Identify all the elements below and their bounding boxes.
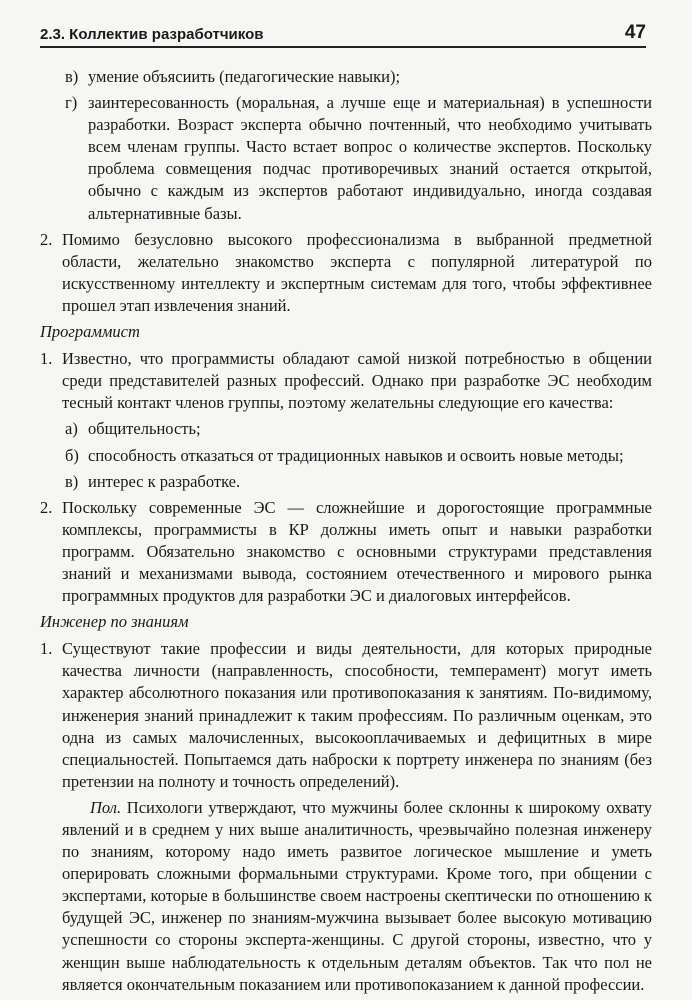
section-title: 2.3. Коллектив разработчиков xyxy=(40,26,264,43)
list-item xyxy=(40,92,652,225)
list-item xyxy=(40,66,652,88)
list-marker: 1. xyxy=(40,349,53,369)
running-header xyxy=(40,20,646,48)
section-heading-engineer: Инженер по знаниям xyxy=(40,612,189,632)
numbered-item-text: Помимо безусловно высокого профессионализма в выбранной предметной области, желательно знакомство эксперта с популярной литературой по искусственному интеллекту и экспертным системам для того, чтобы эффективнее прошел этап извлечения знаний. xyxy=(62,229,652,315)
list-item xyxy=(40,445,652,467)
list-marker: 1. xyxy=(40,639,53,659)
list-marker: в) xyxy=(65,471,79,491)
numbered-item-text: Поскольку современные ЭС — сложнейшие и дорогостоящие программные комплексы, программисты в КР должны иметь опыт и навыки разработки программ. Обязательно знакомство с основными структурами представления знаний и механизмами вывода, состоянием отечественного и мирового рынка программных продуктов для разработки ЭС и диалоговых интерфейсов. xyxy=(62,497,652,606)
page-body xyxy=(40,66,652,1000)
section-heading-programmer: Программист xyxy=(40,322,140,342)
list-marker: 2. xyxy=(40,229,53,249)
paragraph-gender xyxy=(62,797,652,996)
list-item-text: заинтересованность (моральная, а лучше еще и материальная) в успешности разработки. Возраст эксперта обычно почтенный, что необходимо учитывать всем членам группы. Часто встает вопрос о количестве экспертов. Поскольку проблема совмещения подчас противоречивых знаний остается открытой, обычно с каждым из экспертов работают индивидуально, иногда создавая альтернативные базы. xyxy=(88,93,652,223)
list-marker: г) xyxy=(65,93,78,113)
list-item-text: интерес к разработке. xyxy=(88,471,241,491)
paragraph-label: Пол. xyxy=(90,797,122,817)
list-marker: 2. xyxy=(40,497,53,517)
page-number: 47 xyxy=(624,22,646,43)
list-marker: а) xyxy=(65,419,78,439)
list-item-text: способность отказаться от традиционных навыков и освоить новые методы; xyxy=(88,445,624,465)
numbered-item xyxy=(40,229,652,317)
list-marker: в) xyxy=(65,67,79,86)
numbered-item xyxy=(40,638,652,793)
numbered-item-text: Существуют такие профессии и виды деятельности, для которых природные качества личности (направленность, способности, темперамент) могут иметь характер абсолютного показания или противопоказания к занятиям. По-видимому, инженерия знаний принадлежит к таким профессиям. По различным оценкам, это одна из самых малочисленных, высокооплачиваемых и дефицитных в мире специальностей. Попытаемся дать наброски к портрету инженера по знаниям (без претензии на полноту и точность определений). xyxy=(62,639,652,791)
list-item xyxy=(40,418,652,440)
list-marker: б) xyxy=(65,445,79,465)
list-item-text: общительность; xyxy=(88,419,201,439)
numbered-item xyxy=(40,348,652,414)
list-item xyxy=(40,471,652,493)
list-item-text: умение объясиить (педагогические навыки); xyxy=(88,67,401,86)
numbered-item-text: Известно, что программисты обладают самой низкой потребностью в общении среди представителей разных профессий. Однако при разработке ЭС необходим тесный контакт членов группы, поэтому желательны следующие его качества: xyxy=(62,349,652,413)
numbered-item xyxy=(40,497,652,607)
paragraph-text: Психологи утверждают, что мужчины более склонны к широкому охвату явлений и в среднем у них выше аналитичность, чреэвычайно полезная инженеру по знаниям, которому надо иметь развитое логическое мышление и уметь оперировать сложными формальными структурами. Кроме того, при общении с экспертами, которые в большинстве своем настроены скептически по отношению к будущей ЭС, инженер по знаниям-мужчина вызывает более высокую мотивацию успешности со стороны эксперта-женщины. С другой стороны, известно, что у женщин выше наблюдательность к отдельным деталям объектов. Так что пол не является окончательным показанием или противопоказанием к данной профессии. xyxy=(62,797,652,994)
